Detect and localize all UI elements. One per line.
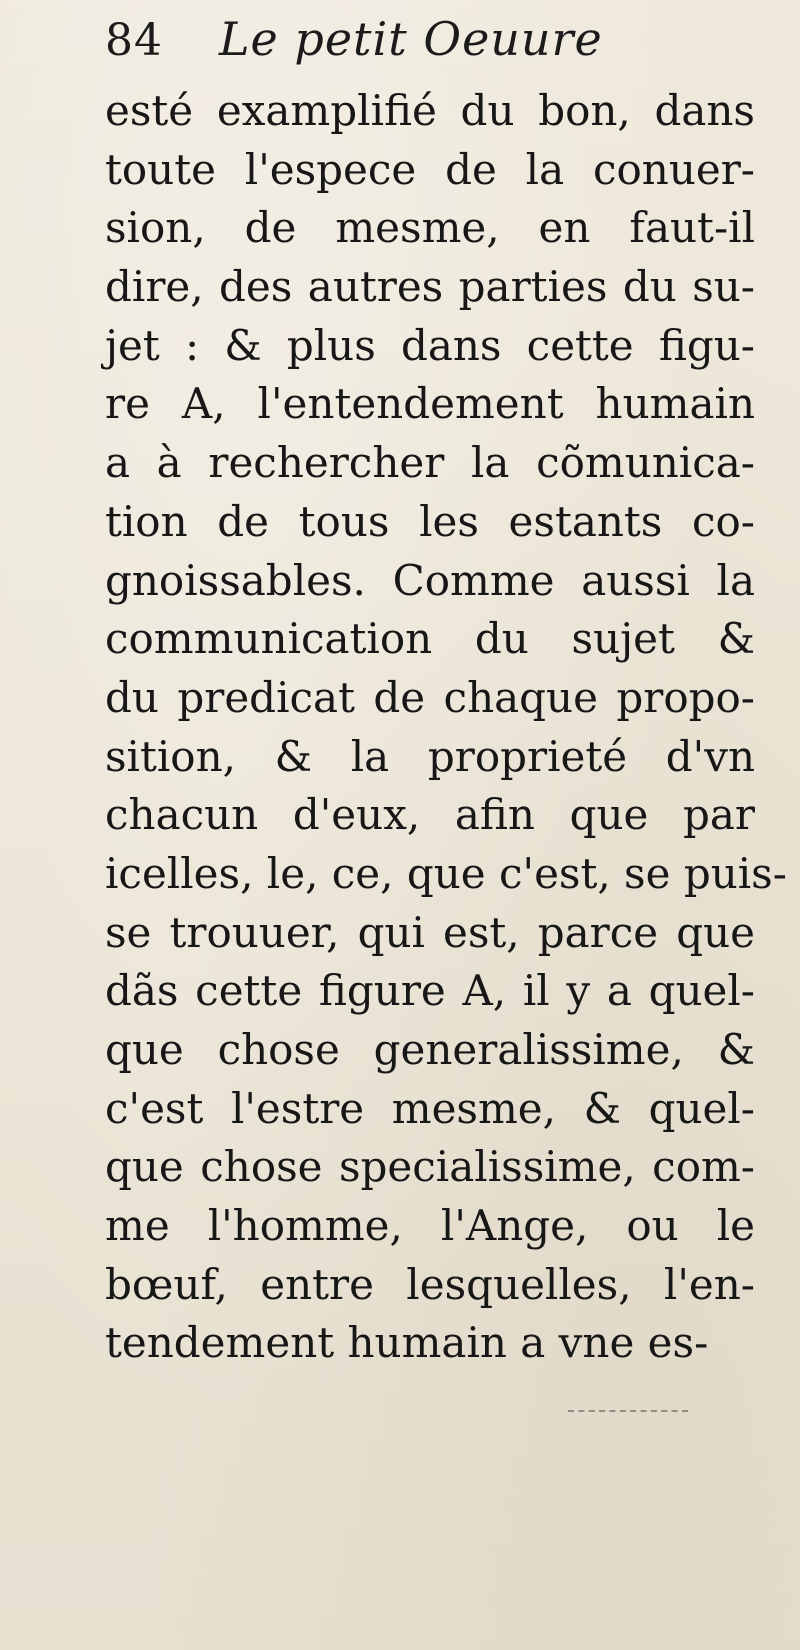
text-line: communication du sujet &: [105, 614, 755, 664]
text-line: re A, l'entendement humain: [105, 379, 755, 429]
text-line: que chose specialissime, com-: [105, 1142, 755, 1192]
decorative-dash: [568, 1410, 688, 1414]
text-line: chacun d'eux, afin que par: [105, 790, 755, 840]
text-line: sition, & la proprieté d'vn: [105, 731, 755, 781]
text-line: a à rechercher la cõmunica-: [105, 438, 755, 488]
text-line: toute l'espece de la conuer-: [105, 144, 755, 194]
body-text: [105, 82, 787, 1373]
text-line: esté examplifié du bon, dans: [105, 86, 755, 135]
running-title: Le petit Oeuure: [219, 12, 603, 66]
text-line: dãs cette figure A, il y a quel-: [105, 966, 755, 1016]
text-line: bœuf, entre lesquelles, l'en-: [105, 1259, 755, 1309]
text-line: jet : & plus dans cette figu-: [105, 320, 755, 370]
text-line: sion, de mesme, en faut-il: [105, 203, 755, 253]
text-line: gnoissables. Comme aussi la: [105, 555, 755, 605]
text-line: que chose generalissime, &: [105, 1025, 755, 1074]
text-line: tion de tous les estants co-: [105, 496, 755, 546]
text-line: icelles, le, ce, que c'est, se puis-: [105, 848, 787, 898]
page-header: [105, 12, 603, 72]
text-line: tendement humain a vne es-: [105, 1318, 709, 1368]
text-line: se trouuer, qui est, parce que: [105, 907, 755, 957]
text-line: me l'homme, l'Ange, ou le: [105, 1201, 755, 1251]
text-line: dire, des autres parties du su-: [105, 262, 755, 312]
text-line: c'est l'estre mesme, & quel-: [105, 1083, 755, 1133]
text-line: du predicat de chaque propo-: [105, 672, 755, 722]
page-number: 84: [105, 15, 163, 66]
